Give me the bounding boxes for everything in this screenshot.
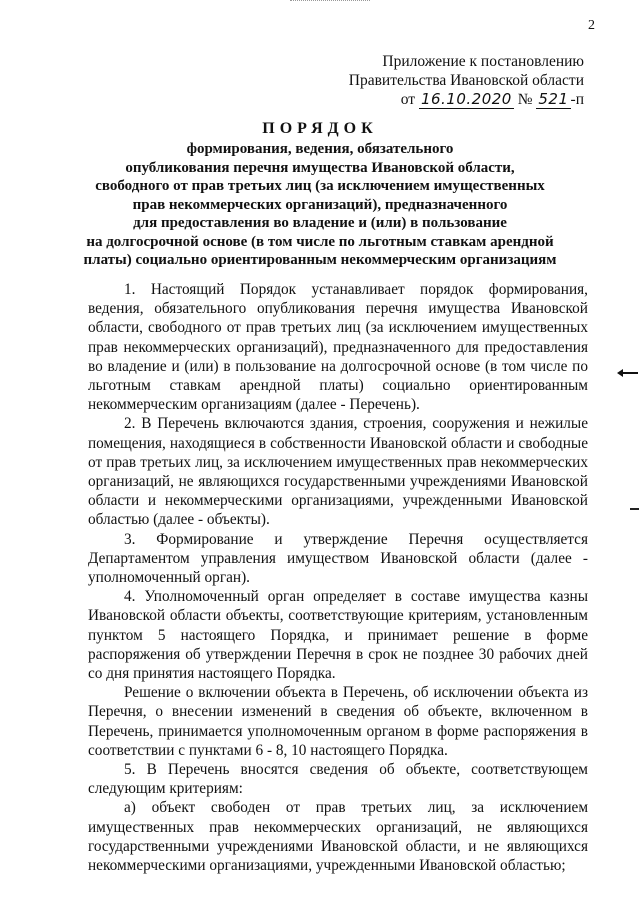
document-title: ПОРЯДОК [262, 120, 378, 137]
number-suffix: -п [570, 91, 584, 108]
margin-arrow-mark [622, 372, 638, 374]
appendix-header [349, 52, 584, 109]
handwritten-date: 16.10.2020 [420, 90, 512, 108]
subtitle-line: для предоставления во владение и (или) в пользование [133, 215, 507, 231]
appendix-line-2: Правительства Ивановской области [348, 72, 584, 89]
appendix-line-1: Приложение к постановлению [382, 53, 584, 70]
from-label: от [400, 91, 416, 108]
subtitle-line: опубликования перечня имущества Ивановской области, [125, 159, 515, 176]
paragraph-4-decision: Решение о включении объекта в Перечень, об исключении объекта из Перечня, о внесении изменений в сведения об объекте, включенном в Перечень, принимается уполномоченным органом в форме распоряжения в соответствии с пунктами 6 - 8, 10 настоящего Порядка. [88, 684, 588, 759]
subtitle-line: платы) социально ориентированным некоммерческим организациям [83, 252, 557, 268]
scan-artifact [290, 0, 370, 4]
appendix-date-line [349, 90, 584, 109]
document-body [88, 280, 588, 875]
paragraph-2: 2. В Перечень включаются здания, строения, сооружения и нежилые помещения, находящиеся в собственности Ивановской области и свободные от прав третьих лиц, за исключением имущественных прав некоммерческих организаций, не являющихся государственными учреждениями Ивановской области и некоммерческими организациями, учрежденными Ивановской областью (далее - объекты). [88, 415, 588, 529]
paragraph-3: 3. Формирование и утверждение Перечня осуществляется Департаментом управления имуществом Ивановской области (далее - уполномоченный орган). [88, 530, 588, 587]
subtitle-line: формирования, ведения, обязательного [186, 141, 454, 157]
page-number: 2 [588, 18, 595, 33]
number-label: № [517, 91, 533, 108]
paragraph-5a: а) объект свободен от прав третьих лиц, за исключением имущественных прав некоммерческих организаций, не являющихся государственными учреждениями Ивановской области, и не являющихся некоммерческими организациями, учрежденными Ивановской областью; [88, 799, 588, 875]
document-subtitle [60, 140, 580, 270]
paragraph-5: 5. В Перечень вносятся сведения об объекте, соответствующем следующим критериям: [88, 761, 588, 798]
paragraph-4: 4. Уполномоченный орган определяет в составе имущества казны Ивановской области объекты, соответствующие критериям, установленным пунктом 5 настоящего Порядка, и принимает решение в форме распоряжения об утверждении Перечня в срок не позднее 30 рабочих дней со дня принятия настоящего Порядка. [88, 588, 588, 683]
paragraph-1: 1. Настоящий Порядок устанавливает порядок формирования, ведения, обязательного опубликования перечня имущества Ивановской области, свободного от прав третьих лиц (за исключением имущественных прав некоммерческих организаций), предназначенного для предоставления во владение и (или) в пользование на долгосрочной основе (в том числе по льготным ставкам арендной платы) социально ориентированным некоммерческим организациям (далее - Перечень). [88, 281, 588, 414]
margin-dash-mark [630, 508, 639, 510]
handwritten-number: 521 [538, 90, 569, 108]
subtitle-line: свободного от прав третьих лиц (за исключением имущественных [95, 178, 545, 194]
subtitle-line: на долгосрочной основе (в том числе по льготным ставкам арендной [86, 233, 554, 250]
subtitle-line: прав некоммерческих организаций), предназначенного [132, 196, 508, 213]
